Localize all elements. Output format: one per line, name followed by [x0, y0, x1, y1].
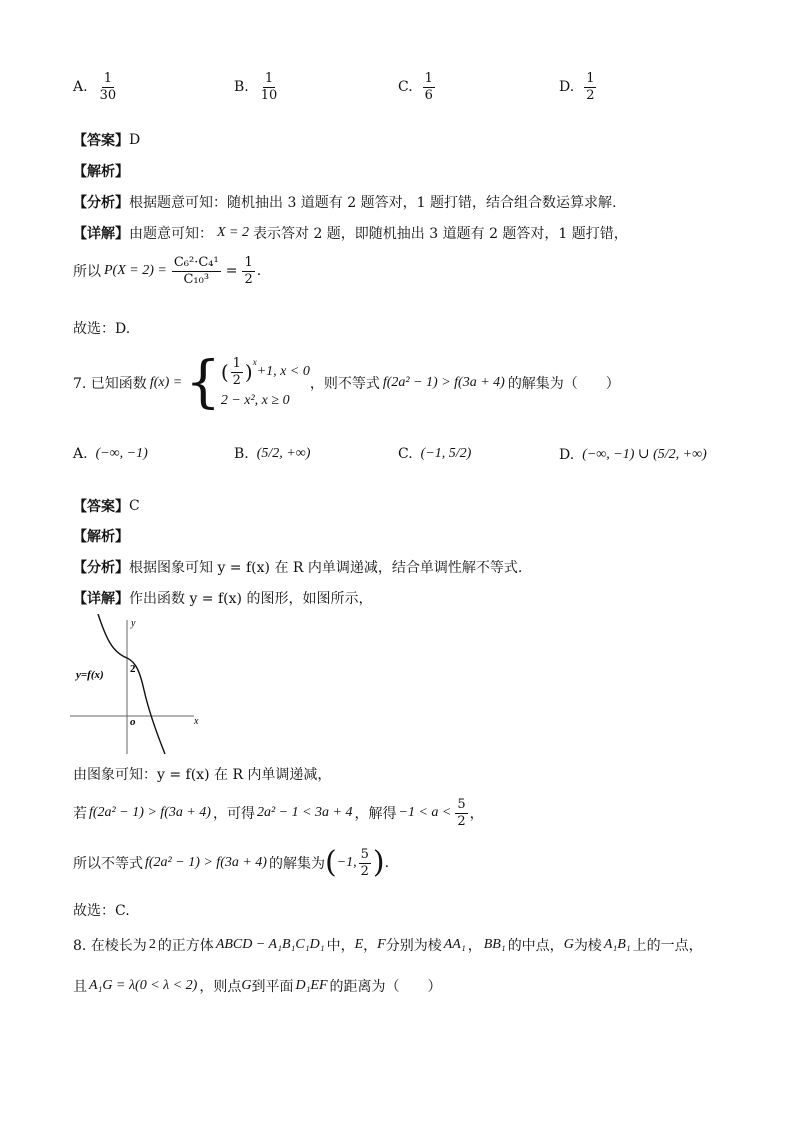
fraction-den: C₁₀³ — [183, 271, 210, 287]
function-name: f(x) = — [149, 375, 183, 390]
q6-option-b — [234, 72, 281, 102]
analysis-tag: 【解析】 — [73, 529, 129, 545]
fenxi-text: 根据题意可知：随机抽出 3 道题有 2 题答对，1 题打错，结合组合数运算求解. — [129, 195, 617, 211]
curve — [98, 614, 165, 754]
paren: ( — [324, 845, 337, 880]
q7-stem — [73, 350, 620, 416]
solution-text: 由图象可知：y = f(x) 在 R 内单调递减， — [73, 767, 332, 783]
fraction-num: 1 — [103, 71, 112, 86]
option-text: (−1, 5/2) — [420, 446, 472, 461]
fenxi-tag: 【分析】 — [73, 560, 129, 576]
question-text: 的正方体 — [157, 938, 214, 954]
xiangjie-text: 作出函数 y = f(x) 的图形，如图所示， — [129, 591, 373, 607]
exponent: x — [252, 356, 257, 367]
q7-option-b — [234, 446, 310, 462]
question-text: 中， — [326, 938, 355, 954]
text: 若 — [73, 806, 87, 822]
xiangjie-tag: 【详解】 — [73, 591, 129, 607]
analysis-tag: 【解析】 — [73, 164, 129, 180]
fraction-den: 6 — [424, 87, 433, 103]
question-text: 7. 已知函数 — [73, 376, 147, 392]
question-text: 到平面 — [251, 979, 294, 995]
q6-conclusion — [73, 318, 130, 338]
y-axis-label: y — [131, 618, 136, 629]
option-letter: B. — [234, 446, 249, 462]
fraction-den: 2 — [232, 372, 241, 388]
answer-value: C — [129, 498, 140, 514]
math: AA₁ — [443, 937, 466, 952]
fraction-num: 1 — [244, 255, 253, 270]
math: A₁G = λ(0 < λ < 2) — [89, 978, 198, 993]
question-text: ，则点 — [199, 979, 242, 995]
question-text: 8. 在棱长为 — [73, 938, 147, 954]
option-letter: A. — [73, 446, 88, 462]
q7-line3 — [73, 843, 389, 883]
paren: ) — [244, 360, 253, 384]
fraction-num: 5 — [360, 846, 369, 862]
fraction-den: 2 — [457, 813, 466, 829]
equals: = — [225, 263, 238, 280]
fraction-num: 1 — [264, 71, 274, 86]
text: ，解得 — [354, 806, 397, 822]
option-letter: B. — [234, 79, 249, 96]
option-letter: D. — [559, 446, 575, 463]
option-letter: D. — [559, 79, 575, 96]
q7-fenxi — [73, 557, 522, 577]
q6-xiangjie — [73, 223, 628, 243]
math-expression: −1 < a < — [398, 805, 452, 820]
q6-option-a — [73, 72, 120, 102]
piece-rest: +1, x < 0 — [256, 364, 310, 379]
question-text: 为棱 — [573, 938, 602, 954]
question-text: 且 — [73, 979, 87, 995]
answer-tag: 【答案】 — [73, 133, 129, 149]
text: ， — [469, 806, 484, 822]
piece-2: 2 − x², x ≥ 0 — [220, 393, 290, 409]
function-graph — [70, 614, 210, 758]
text: 所以 — [73, 264, 101, 281]
fraction-den: 30 — [99, 87, 117, 103]
q6-analysis — [73, 161, 129, 181]
bound-fraction — [455, 798, 467, 828]
xiangjie-text: 由题意可知： — [129, 226, 213, 242]
paren: ) — [372, 845, 385, 880]
q8-line2 — [73, 976, 442, 996]
paren: ( — [220, 360, 229, 384]
option-fraction — [98, 72, 119, 102]
q7-conclusion — [73, 900, 130, 920]
q7-xiangjie — [73, 588, 372, 608]
fraction-den: 2 — [360, 863, 369, 879]
math-expression: −1, — [336, 855, 357, 870]
math: ABCD − A₁B₁C₁D₁ — [215, 937, 325, 952]
option-fraction — [423, 72, 435, 102]
math: E — [354, 937, 364, 952]
q6-fenxi — [73, 192, 616, 212]
question-text: ， — [363, 938, 378, 954]
combination-fraction — [172, 256, 221, 286]
inequality: f(2a² − 1) > f(3a + 4) — [89, 805, 211, 820]
q6-answer — [73, 130, 140, 150]
q6-option-d — [559, 72, 598, 102]
q7-option-a — [73, 446, 148, 462]
text: 所以不等式 — [73, 856, 143, 872]
question-text: 上的一点， — [632, 938, 703, 954]
question-text: ， — [467, 938, 482, 954]
period: . — [256, 263, 262, 280]
y-intercept-label: 2 — [130, 663, 136, 675]
conclusion-text: 故选：D. — [73, 321, 131, 337]
math: BB₁ — [483, 937, 506, 952]
fraction-den: 2 — [586, 87, 595, 103]
inequality: f(2a² − 1) > f(3a + 4) — [145, 855, 267, 870]
curve-label: y=f(x) — [76, 669, 104, 681]
q6-probability — [73, 256, 261, 286]
text: 的解集为 — [268, 856, 325, 872]
math: G — [563, 937, 574, 952]
fenxi-tag: 【分析】 — [73, 195, 129, 211]
math: G — [241, 978, 252, 993]
option-text: (−∞, −1) — [95, 446, 148, 461]
q7-analysis — [73, 526, 129, 546]
fraction-den: 2 — [244, 271, 253, 287]
fraction-den: 10 — [260, 87, 278, 103]
piecewise — [221, 357, 310, 409]
q7-option-d — [559, 446, 707, 463]
option-letter: C. — [398, 79, 413, 96]
option-fraction — [584, 72, 596, 102]
origin-label: o — [130, 716, 136, 728]
question-text: 的距离为（ ） — [329, 979, 442, 995]
base-fraction — [231, 357, 243, 387]
option-text: (−∞, −1) ∪ (5/2, +∞) — [582, 447, 707, 462]
question-text: ，则不等式 — [309, 376, 380, 392]
piece-1 — [221, 357, 310, 387]
text: . — [384, 855, 390, 871]
answer-tag: 【答案】 — [73, 499, 129, 515]
math: 2 — [148, 937, 156, 952]
question-text: 的中点， — [507, 938, 564, 954]
q7-line1 — [73, 764, 331, 784]
option-fraction — [259, 72, 280, 102]
fraction-num: 1 — [232, 355, 241, 371]
fraction-num: 1 — [586, 71, 595, 86]
result-fraction — [242, 256, 254, 286]
q7-option-c — [398, 446, 471, 462]
text: ，可得 — [212, 806, 255, 822]
bound-fraction — [359, 848, 371, 878]
q6-option-c — [398, 72, 437, 102]
math-expression: P(X = 2) = — [104, 263, 167, 279]
xiangjie-text: 表示答对 2 题，即随机抽出 3 道题有 2 题答对，1 题打错， — [253, 226, 628, 242]
option-letter: C. — [398, 446, 413, 462]
question-text: 分别为棱 — [385, 938, 442, 954]
math: A₁B₁ — [603, 937, 631, 952]
fraction-num: C₆²·C₄¹ — [173, 255, 219, 270]
question-text: 的解集为（ ） — [507, 376, 620, 392]
fraction-num: 5 — [457, 796, 466, 812]
math-expression: 2a² − 1 < 3a + 4 — [256, 805, 353, 820]
fenxi-text: 根据图象可知 y = f(x) 在 R 内单调递减，结合单调性解不等式. — [129, 560, 523, 576]
option-letter: A. — [73, 79, 88, 96]
math-expression: X = 2 — [217, 225, 249, 240]
inequality: f(2a² − 1) > f(3a + 4) — [382, 375, 505, 390]
option-text: (5/2, +∞) — [256, 446, 311, 461]
q8-line1 — [73, 935, 703, 955]
math: D₁EF — [295, 978, 328, 993]
q7-answer — [73, 496, 140, 516]
conclusion-text: 故选：C. — [73, 903, 130, 919]
xiangjie-tag: 【详解】 — [73, 226, 129, 242]
x-axis-label: x — [194, 716, 199, 727]
fraction-num: 1 — [424, 71, 433, 86]
q7-line2 — [73, 794, 484, 832]
answer-value: D — [129, 132, 141, 148]
math: F — [377, 937, 386, 952]
left-brace: { — [185, 350, 221, 415]
